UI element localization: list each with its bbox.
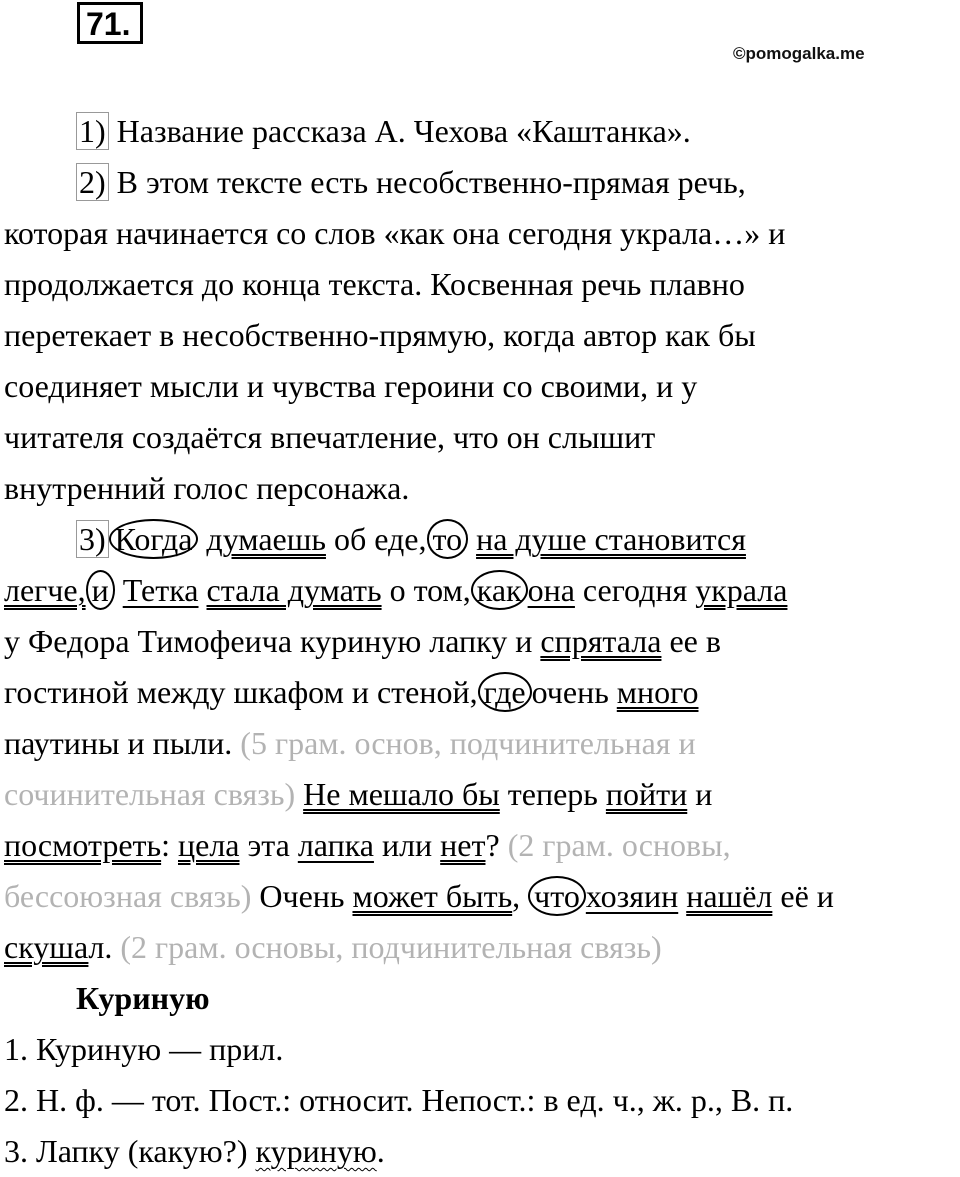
item-2-text-1: В этом тексте есть несобственно-прямая речь, bbox=[116, 164, 746, 200]
predicate-na-dushe: на душе становится bbox=[476, 521, 746, 557]
subject-lapka: лапка bbox=[297, 827, 374, 863]
conjunction-i: и bbox=[86, 570, 115, 610]
word-ochen: очень bbox=[531, 674, 609, 710]
item-1-text: Название рассказа А. Чехова «Каштанка». bbox=[116, 113, 691, 149]
item-2-line-3: продолжается до конца текста. Косвенная речь плавно bbox=[4, 266, 745, 302]
analysis-line-3-prefix: 3. Лапку (какую?) bbox=[4, 1133, 248, 1169]
word-segodnya: сегодня bbox=[582, 572, 688, 608]
predicate-legche: легче, bbox=[4, 572, 86, 608]
note-1a: (5 грам. основ, подчинительная и bbox=[240, 725, 696, 761]
word-ochen-2: Очень bbox=[259, 878, 345, 914]
conjunction-kak: как bbox=[471, 570, 528, 610]
predicate-tsela: цела bbox=[178, 827, 240, 863]
text-pautiny: паутины и пыли. bbox=[4, 725, 233, 761]
question-mark: ? bbox=[485, 827, 500, 863]
item-3-line-2 bbox=[4, 565, 959, 616]
predicate-ne-meshalo: Не мешало бы bbox=[303, 776, 500, 812]
conjunction-gde: где bbox=[478, 672, 532, 712]
item-3-line-8 bbox=[4, 871, 959, 922]
subject-tetka: Тетка bbox=[122, 572, 199, 608]
item-2-line-1 bbox=[4, 157, 959, 208]
word-ob-ede: об еде, bbox=[333, 521, 427, 557]
text-gostinoy: гостиной между шкафом и стеной, bbox=[4, 674, 478, 710]
item-1-label: 1) bbox=[76, 112, 109, 150]
item-2-line-7: внутренний голос персонажа. bbox=[4, 470, 410, 506]
exercise-number-dot: . bbox=[121, 6, 131, 42]
note-2b: бессоюзная связь) bbox=[4, 878, 252, 914]
subject-khozyain: хозяин bbox=[585, 878, 679, 914]
predicate-mnogo: много bbox=[616, 674, 699, 710]
predicate-skushal: скуша bbox=[4, 929, 89, 965]
item-3-label: 3) bbox=[76, 520, 109, 558]
predicate-dumaesh: думаешь bbox=[206, 521, 326, 557]
exercise-number: 71 bbox=[86, 6, 122, 42]
item-2-line-5: соединяет мысли и чувства героини со своими, и у bbox=[4, 368, 698, 404]
answer-text bbox=[4, 106, 959, 1177]
analysis-line-2: 2. Н. ф. — тот. Пост.: относит. Непост.: в ед. ч., ж. р., В. п. bbox=[4, 1082, 794, 1118]
item-1 bbox=[4, 106, 959, 157]
word-teper: теперь bbox=[507, 776, 598, 812]
item-3-line-4 bbox=[4, 667, 959, 718]
item-3-line-5 bbox=[4, 718, 959, 769]
item-2-line-2: которая начинается со слов «как она сегодня украла…» и bbox=[4, 215, 786, 251]
word-ili: или bbox=[381, 827, 433, 863]
note-3: (2 грам. основы, подчинительная связь) bbox=[120, 929, 662, 965]
word-ee-v: ее в bbox=[669, 623, 721, 659]
predicate-posmotret: посмотреть bbox=[4, 827, 162, 863]
item-3-line-9 bbox=[4, 922, 959, 973]
comma: , bbox=[512, 878, 521, 914]
word-i: и bbox=[695, 776, 713, 812]
item-2-line-6: читателя создаётся впечатление, что он слышит bbox=[4, 419, 656, 455]
predicate-net: нет bbox=[440, 827, 486, 863]
text-u-fedora: у Федора Тимофеича куриную лапку и bbox=[4, 623, 533, 659]
analysis-line-3-word: куриную bbox=[255, 1133, 377, 1169]
analysis-line-3-end: . bbox=[376, 1133, 385, 1169]
site-watermark: ©pomogalka.me bbox=[733, 44, 865, 63]
predicate-mozhet-byt: может быть bbox=[352, 878, 513, 914]
subject-ona: она bbox=[527, 572, 575, 608]
analysis-heading: Куриную bbox=[76, 980, 210, 1016]
predicate-poyti: пойти bbox=[605, 776, 688, 812]
predicate-stala-dumat: стала думать bbox=[206, 572, 382, 608]
item-3-line-1 bbox=[4, 514, 959, 565]
analysis-line-1: 1. Куриную — прил. bbox=[4, 1031, 284, 1067]
analysis-line-3 bbox=[4, 1126, 959, 1177]
word-eta: эта bbox=[247, 827, 290, 863]
conjunction-chto: что bbox=[528, 876, 586, 916]
item-3-line-7 bbox=[4, 820, 959, 871]
colon: : bbox=[161, 827, 170, 863]
item-2-line-4: перетекает в несобственно-прямую, когда автор как бы bbox=[4, 317, 756, 353]
item-2-label: 2) bbox=[76, 163, 109, 201]
predicate-nashel: нашёл bbox=[686, 878, 773, 914]
exercise-number-box bbox=[77, 2, 143, 44]
conjunction-kogda: Когда bbox=[109, 519, 199, 559]
item-3-line-6 bbox=[4, 769, 959, 820]
word-end: л. bbox=[88, 929, 113, 965]
conjunction-to: то bbox=[427, 519, 469, 559]
word-o-tom: о том, bbox=[389, 572, 471, 608]
word-eyo-i: её и bbox=[780, 878, 834, 914]
predicate-ukrala: украла bbox=[695, 572, 788, 608]
note-1b: сочинительная связь) bbox=[4, 776, 296, 812]
item-3-line-3 bbox=[4, 616, 959, 667]
predicate-spryatala: спрятала bbox=[540, 623, 662, 659]
note-2a: (2 грам. основы, bbox=[507, 827, 731, 863]
